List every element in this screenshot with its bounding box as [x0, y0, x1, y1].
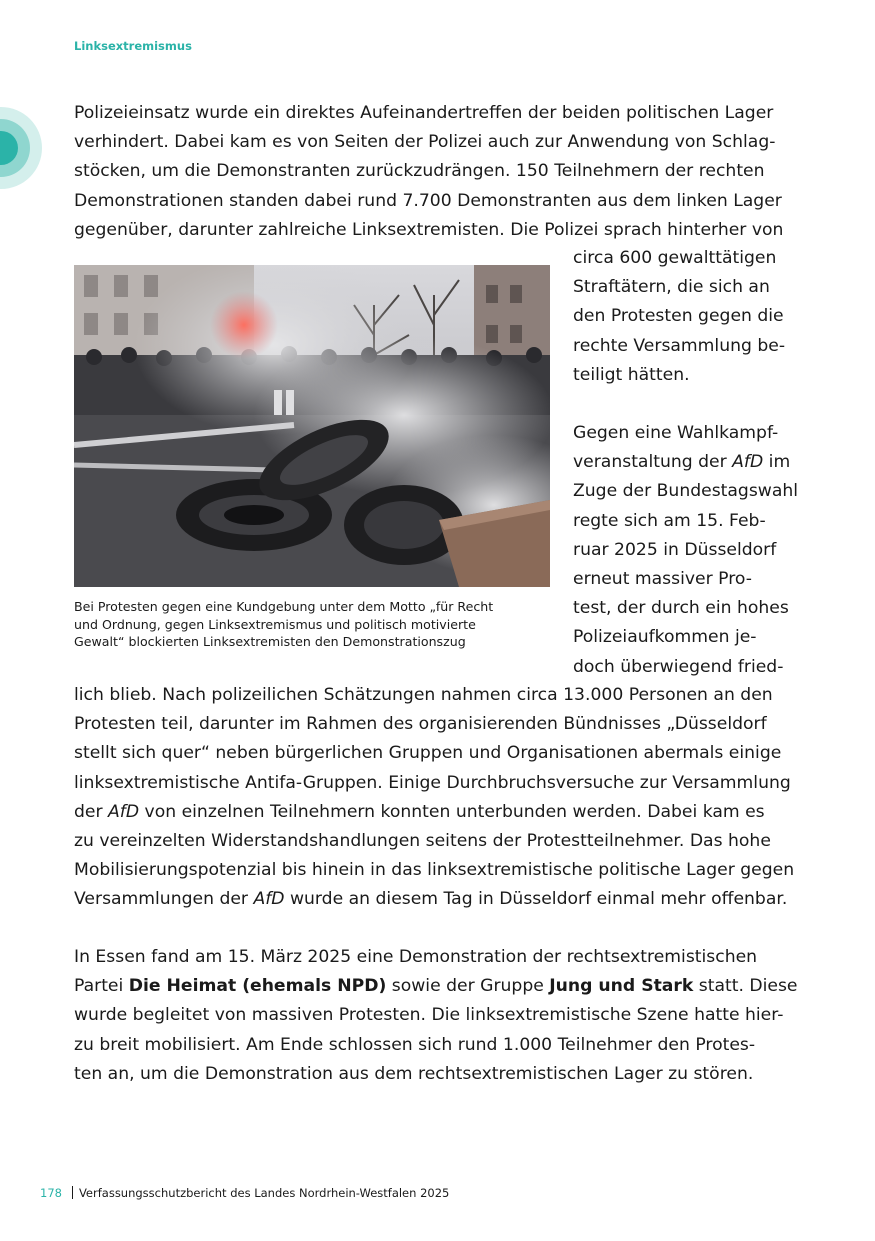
wrap-column-a — [573, 244, 813, 390]
text-line: In Essen fand am 15. März 2025 eine Demonstration der rechtsextremistischen — [74, 947, 758, 967]
text-line: Demonstrationen standen dabei rund 7.700 Demonstranten aus dem linken Lager — [74, 190, 782, 211]
text-line: Gegen eine Wahlkampf- — [573, 423, 779, 443]
protest-photo — [74, 265, 550, 587]
text-line: circa 600 gewalttätigen — [573, 248, 777, 268]
text-line: ten an, um die Demonstration aus dem rechtsextremistischen Lager zu stören. — [74, 1063, 754, 1084]
text-line: veranstaltung der AfD im — [573, 452, 791, 473]
text-line: zu vereinzelten Widerstandshandlungen seitens der Protestteilnehmer. Das hohe — [74, 831, 771, 852]
running-head: Linksextremismus — [74, 39, 192, 53]
text-line: teiligt hätten. — [573, 364, 690, 385]
text-line: wurde begleitet von massiven Protesten. Die linksextremistische Szene hatte hier- — [74, 1005, 784, 1026]
text-line: den Protesten gegen die — [573, 306, 784, 327]
wrap-column-b — [573, 419, 813, 682]
footer-divider — [72, 1186, 73, 1199]
text-line: verhindert. Dabei kam es von Seiten der Polizei auch zur Anwendung von Schlag- — [74, 132, 776, 153]
text-line: Polizeieinsatz wurde ein direktes Aufeinandertreffen der beiden politischen Lager — [74, 103, 774, 123]
text-line: lich blieb. Nach polizeilichen Schätzungen nahmen circa 13.000 Personen an den — [74, 685, 773, 705]
text-line: zu breit mobilisiert. Am Ende schlossen sich rund 1.000 Teilnehmer den Protes- — [74, 1034, 756, 1055]
text-line: Straftätern, die sich an — [573, 277, 770, 298]
text-line: Polizeiaufkommen je- — [573, 627, 757, 648]
text-line: Versammlungen der AfD wurde an diesem Tag in Düsseldorf einmal mehr offenbar. — [74, 889, 788, 910]
text-line: linksextremistische Antifa-Gruppen. Einige Durchbruchsversuche zur Versammlung — [74, 772, 791, 793]
text-line: stellt sich quer“ neben bürgerlichen Gruppen und Organisationen abermals einige — [74, 743, 782, 764]
decorative-circle-icon — [0, 107, 42, 189]
text-line: Partei Die Heimat (ehemals NPD) sowie der Gruppe Jung und Stark statt. Diese — [74, 976, 798, 997]
page-number: 178 — [40, 1186, 62, 1200]
paragraph-1 — [74, 99, 804, 245]
text-line: Mobilisierungspotenzial bis hinein in das linksextremistische politische Lager gegen — [74, 860, 795, 881]
text-line: doch überwiegend fried- — [573, 656, 784, 677]
page-footer — [40, 1186, 449, 1200]
text-line: rechte Versammlung be- — [573, 335, 786, 356]
text-line: Protesten teil, darunter im Rahmen des organisierenden Bündnisses „Düsseldorf — [74, 714, 767, 735]
footer-title: Verfassungsschutzbericht des Landes Nordrhein-Westfalen 2025 — [78, 1186, 450, 1200]
text-line: test, der durch ein hohes — [573, 598, 789, 619]
figure-caption — [74, 598, 544, 651]
text-line: gegenüber, darunter zahlreiche Linksextremisten. Die Polizei sprach hinterher von — [74, 219, 784, 240]
caption-line: und Ordnung, gegen Linksextremismus und politisch motivierte — [74, 616, 476, 632]
text-line: regte sich am 15. Feb- — [573, 510, 766, 531]
text-line: erneut massiver Pro- — [573, 569, 752, 590]
text-line: der AfD von einzelnen Teilnehmern konnten unterbunden werden. Dabei kam es — [74, 801, 765, 822]
text-line: stöcken, um die Demonstranten zurückzudrängen. 150 Teilnehmern der rechten — [74, 161, 765, 182]
paragraph-2 — [74, 681, 804, 915]
caption-line: Bei Protesten gegen eine Kundgebung unter dem Motto „für Recht — [74, 599, 494, 614]
caption-line: Gewalt“ blockierten Linksextremisten den Demonstrationszug — [74, 634, 466, 649]
text-line: ruar 2025 in Düsseldorf — [573, 539, 777, 560]
paragraph-3 — [74, 943, 804, 1089]
text-line: Zuge der Bundestagswahl — [573, 481, 799, 502]
